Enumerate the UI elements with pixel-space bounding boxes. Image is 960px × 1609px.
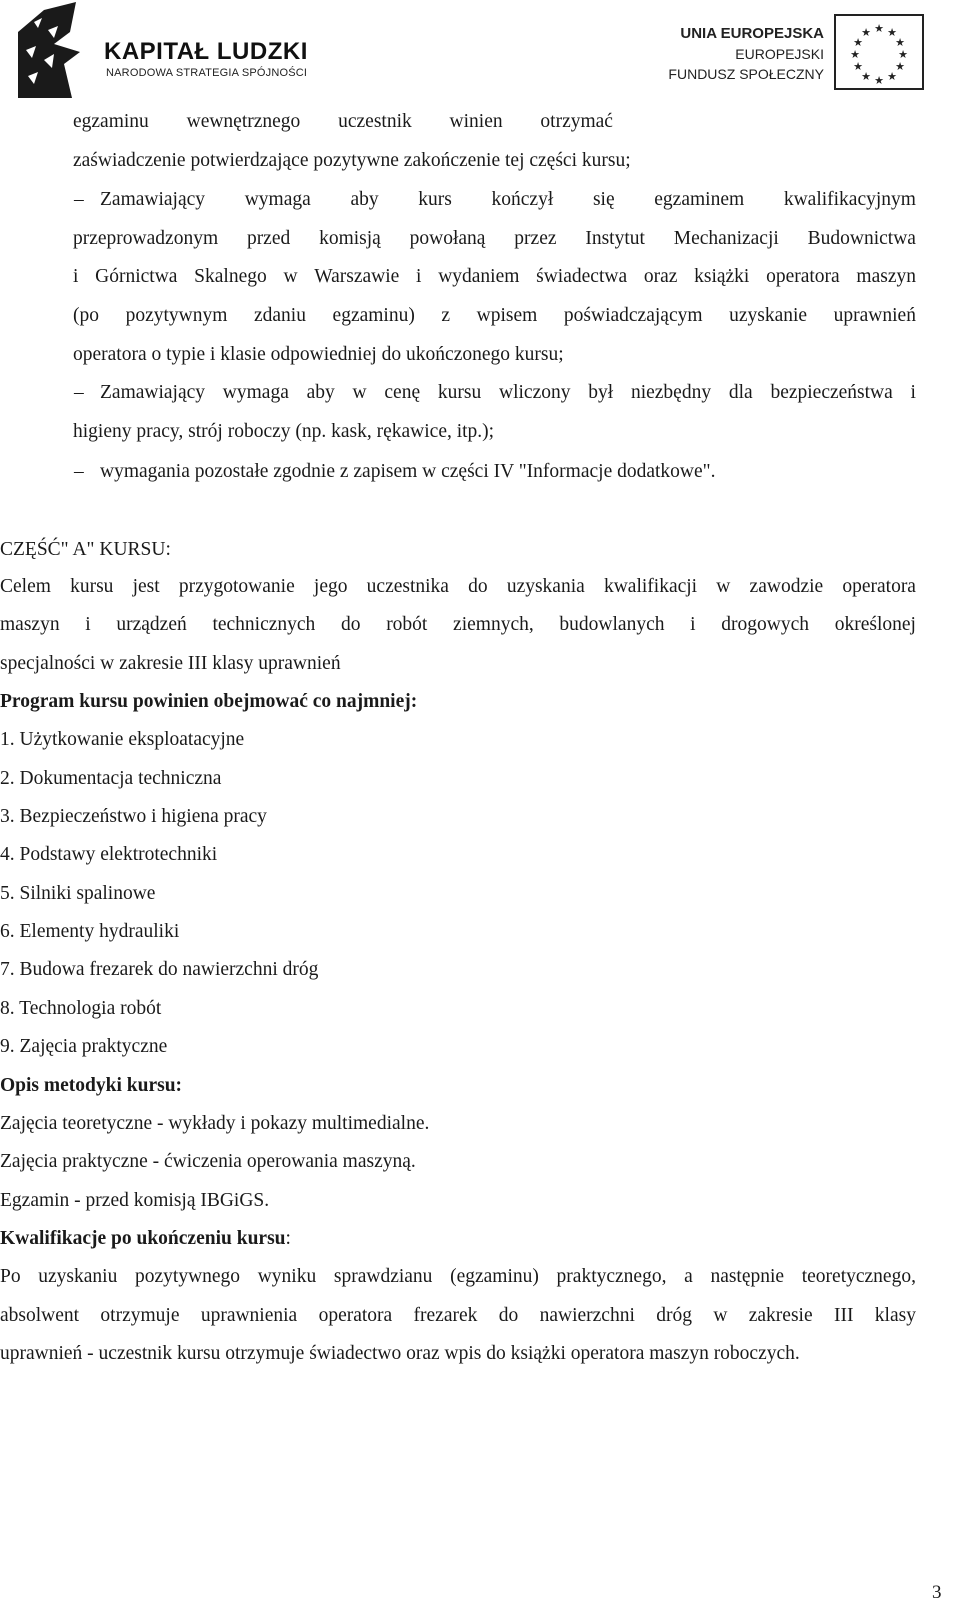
text-line-1 [73,110,613,134]
word: w [713,1305,728,1326]
program-item: 1. Użytkowanie eksploatacyjne [0,729,245,750]
word: uczestnika [366,576,449,597]
word: urządzeń [116,614,187,635]
paragraph-line-2 [0,613,916,637]
qualification-line-3: uprawnień - uczestnik kursu otrzymuje świadectwo oraz wpis do książki operatora maszyn roboczych. [0,1343,800,1364]
program-item: 3. Bezpieczeństwo i higiena pracy [0,806,267,827]
paragraph-line-3: specjalności w zakresie III klasy uprawnień [0,653,341,674]
word: kursu [437,382,482,403]
word: (egzaminu) [450,1266,539,1287]
word: Instytut [585,228,645,249]
word: kwalifikacji [603,576,698,597]
word: pozytywnym [125,305,228,326]
word: operatora [318,1305,393,1326]
word: operatora [842,576,916,597]
program-item: 7. Budowa frezarek do nawierzchni dróg [0,959,319,980]
word: kończył [491,189,554,210]
method-heading: Opis metodyki kursu: [0,1075,183,1096]
word: praktycznego, [556,1266,667,1287]
word: Górnictwa [95,266,178,287]
word: egzaminu [73,111,149,132]
word: książki [694,266,750,287]
text-line-2: zaświadczenie potwierdzające pozytywne zakończenie tej części kursu; [73,150,631,171]
word: kursu [70,576,114,597]
paragraph-line-1 [0,575,916,599]
word: otrzymuje [100,1305,180,1326]
svg-text:★: ★ [874,22,884,35]
svg-text:★: ★ [874,74,884,87]
qualification-line-2 [0,1304,916,1328]
word: frezarek [413,1305,478,1326]
svg-text:★: ★ [895,60,905,73]
program-item: 4. Podstawy elektrotechniki [0,844,218,865]
qualification-heading-text: Kwalifikacje po ukończeniu kursu [0,1228,286,1249]
word: nawierzchni [539,1305,635,1326]
text-line-4 [73,227,916,251]
program-item: 8. Technologia robót [0,998,162,1019]
kapital-ludzki-title: KAPITAŁ LUDZKI [104,38,308,65]
word: aby [306,382,335,403]
word: wydaniem [438,266,520,287]
svg-text:★: ★ [895,36,905,49]
word: egzaminem [654,189,745,210]
word: III [833,1305,854,1326]
word: był [588,382,614,403]
text-line-9: higieny pracy, strój roboczy (np. kask, rękawice, itp.); [73,421,495,442]
eu-flag-icon [834,14,924,90]
word: do [468,576,488,597]
word: w [352,382,367,403]
word: i [910,382,916,403]
word: uczestnik [338,111,412,132]
svg-text:★: ★ [861,26,871,39]
word: aby [350,189,379,210]
word: Po [0,1266,21,1287]
text-line-7: operatora o typie i klasie odpowiedniej do ukończonego kursu; [73,344,564,365]
kapital-ludzki-emblem-icon [14,2,84,98]
word: uzyskaniu [38,1266,118,1287]
word: uzyskania [506,576,585,597]
program-heading: Program kursu powinien obejmować co najmniej: [0,691,418,712]
word: przed [246,228,291,249]
section-heading: CZĘŚĆ" A" KURSU: [0,539,171,560]
word: Mechanizacji [673,228,779,249]
word: wpisem [476,305,538,326]
word: poświadczającym [563,305,703,326]
word: wyniku [257,1266,317,1287]
word: jego [313,576,348,597]
word: do [341,614,361,635]
word: klasy [874,1305,916,1326]
word: Celem [0,576,51,597]
word: bezpieczeństwa [770,382,893,403]
word: absolwent [0,1305,80,1326]
word: Budownictwa [807,228,916,249]
list-dash: – [74,189,84,210]
program-item: 6. Elementy hydrauliki [0,921,180,942]
word: egzaminu) [332,305,415,326]
word: jest [132,576,160,597]
word: wymaga [244,189,311,210]
word: operatora [766,266,840,287]
word: (po [73,305,99,326]
word: uprawnień [833,305,916,326]
word: i [690,614,696,635]
text-line-5 [73,265,916,289]
word: wymaga [222,382,289,403]
svg-text:★: ★ [853,36,863,49]
method-item: Zajęcia teoretyczne - wykłady i pokazy multimedialne. [0,1113,430,1134]
word: przeprowadzonym [73,228,219,249]
svg-text:★: ★ [898,48,908,61]
word: maszyn [0,614,60,635]
word: się [592,189,615,210]
word: zdaniu [253,305,306,326]
list-dash: – [74,382,84,403]
qualification-heading [0,1227,291,1251]
word: robót [386,614,428,635]
word: do [498,1305,519,1326]
word: kwalifikacyjnym [783,189,916,210]
svg-text:★: ★ [887,70,897,83]
page-header [0,0,960,100]
word: budowlanych [559,614,665,635]
word: w [283,266,298,287]
word: w [716,576,731,597]
word: świadectwa [536,266,628,287]
word: a [684,1266,693,1287]
word: sprawdzianu [333,1266,433,1287]
word: z [441,305,451,326]
word: dla [728,382,753,403]
program-item: 9. Zajęcia praktyczne [0,1036,168,1057]
word: i [85,614,91,635]
eu-logo-line3: FUNDUSZ SPOŁECZNY [668,66,824,82]
word: Warszawie [314,266,400,287]
program-item: 2. Dokumentacja techniczna [0,768,222,789]
word: określonej [834,614,916,635]
svg-text:★: ★ [853,60,863,73]
word: przygotowanie [178,576,295,597]
list-dash: – [74,461,84,482]
eu-logo-text [668,24,824,84]
program-item: 5. Silniki spalinowe [0,883,156,904]
word: winien [449,111,503,132]
word: zakresie [748,1305,813,1326]
word: uzyskanie [729,305,808,326]
word: i [73,266,79,287]
word: pozytywnego [135,1266,241,1287]
page-number: 3 [932,1582,942,1603]
word: dróg [656,1305,692,1326]
word: drogowych [721,614,810,635]
word: maszyn [856,266,916,287]
word: i [416,266,422,287]
word: Zamawiający [100,382,206,403]
text-line-3 [100,188,916,212]
qualification-heading-colon: : [285,1228,291,1249]
word: następnie [710,1266,785,1287]
word: uprawnienia [200,1305,298,1326]
word: wewnętrznego [186,111,301,132]
svg-text:★: ★ [887,26,897,39]
word: niezbędny [630,382,712,403]
word: oraz [643,266,678,287]
method-item: Egzamin - przed komisją IBGiGS. [0,1190,270,1211]
word: teoretycznego, [801,1266,916,1287]
word: kurs [418,189,452,210]
text-line-8 [100,381,916,405]
word: Zamawiający [100,189,206,210]
eu-logo-line2: EUROPEJSKI [735,46,824,62]
text-line-10: wymagania pozostałe zgodnie z zapisem w części IV "Informacje dodatkowe". [100,461,716,482]
text-line-6 [73,304,916,328]
eu-logo-line1: UNIA EUROPEJSKA [680,25,824,42]
svg-text:★: ★ [861,70,871,83]
kapital-ludzki-subtitle: NARODOWA STRATEGIA SPÓJNOŚCI [106,67,308,79]
word: wliczony [499,382,571,403]
word: Skalnego [194,266,267,287]
word: przez [514,228,557,249]
kapital-ludzki-logo [14,2,334,98]
word: komisją [319,228,381,249]
word: cenę [384,382,421,403]
word: powołaną [409,228,486,249]
svg-text:★: ★ [850,48,860,61]
word: otrzymać [540,111,613,132]
word: technicznych [212,614,316,635]
word: ziemnych, [453,614,534,635]
qualification-line-1 [0,1265,916,1289]
eu-logo [660,14,950,96]
method-item: Zajęcia praktyczne - ćwiczenia operowania maszyną. [0,1151,416,1172]
word: zawodzie [749,576,824,597]
